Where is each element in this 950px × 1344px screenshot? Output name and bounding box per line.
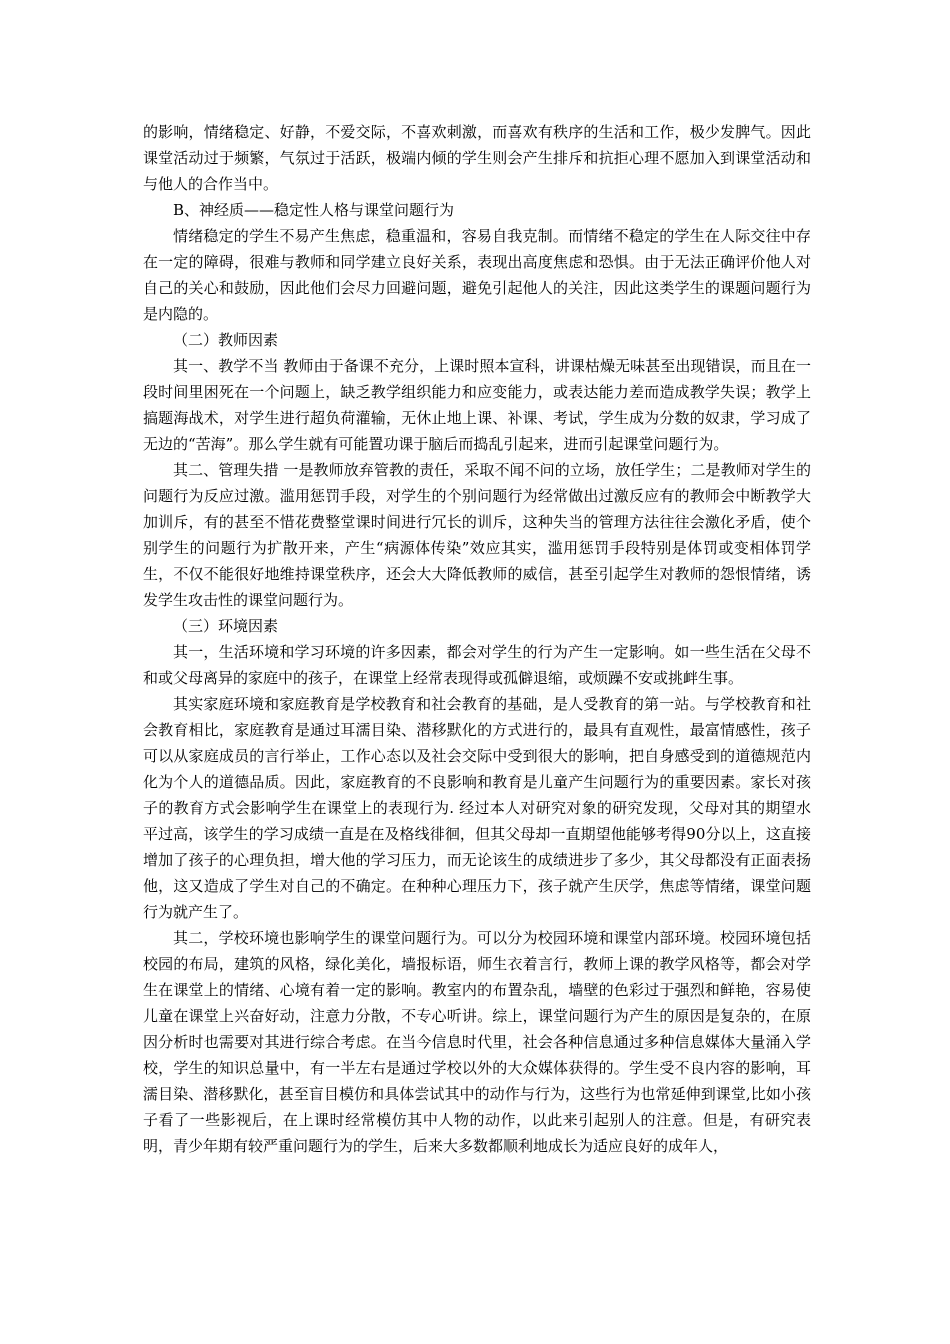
heading-neuroticism: B、神经质——稳定性人格与课堂问题行为 — [173, 201, 455, 219]
paragraph-family-education: 其实家庭环境和家庭教育是学校教育和社会教育的基础，是人受教育的第一站。与学校教育和社会教育相比，家庭教育是通过耳濡目染、潜移默化的方式进行的，最具有直观性，最富情感性，孩子可以从家庭成员的言行举止，工作心态以及社会交际中受到很大的影响，把自身感受到的道德规范内化为个人的道德品质。因此，家庭教育的不良影响和教育是儿童产生问题行为的重要因素。家长对孩子的教育方式会影响学生在课堂上的表现行为. 经过本人对研究对象的研究发现，父母对其的期望水平过高，该学生的学习成绩一直是在及格线徘徊，但其父母却一直期望他能够考得90分以上，这直接增加了孩子的心理负担，增大他的学习压力，而无论该生的成绩进步了多少，其父母都没有正面表扬他，这又造成了学生对自己的不确定。在种种心理压力下，孩子就产生厌学，焦虑等情绪，课堂问题行为就产生了。 — [143, 695, 811, 921]
paragraph-continuation: 的影响，情绪稳定、好静，不爱交际，不喜欢刺激，而喜欢有秩序的生活和工作，极少发脾气。因此课堂活动过于频繁，气氛过于活跃，极端内倾的学生则会产生排斥和抗拒心理不愿加入到课堂活动和与他人的合作当中。 — [143, 123, 811, 193]
paragraph-living-environment: 其一，生活环境和学习环境的许多因素，都会对学生的行为产生一定影响。如一些生活在父母不和或父母离异的家庭中的孩子，在课堂上经常表现得或孤僻退缩，或烦躁不安或挑衅生事。 — [143, 643, 811, 687]
heading-teacher-factors: （二）教师因素 — [173, 331, 279, 349]
document-page — [143, 119, 811, 1159]
heading-environment-factors: （三）环境因素 — [173, 617, 279, 635]
paragraph-emotional-stability: 情绪稳定的学生不易产生焦虑，稳重温和，容易自我克制。而情绪不稳定的学生在人际交往中存在一定的障碍，很难与教师和同学建立良好关系，表现出高度焦虑和恐惧。由于无法正确评价他人对自己的关心和鼓励，因此他们会尽力回避问题，避免引起他人的关注，因此这类学生的课题问题行为是内隐的。 — [143, 227, 811, 323]
paragraph-management-failure: 其二、管理失措 一是教师放弃管教的责任，采取不闻不问的立场，放任学生；二是教师对学生的问题行为反应过激。滥用惩罚手段，对学生的个别问题行为经常做出过激反应有的教师会中断教学大加训斥，有的甚至不惜花费整堂课时间进行冗长的训斥，这种失当的管理方法往往会激化矛盾，使个别学生的问题行为扩散开来，产生“病源体传染”效应其实，滥用惩罚手段特别是体罚或变相体罚学生，不仅不能很好地维持课堂秩序，还会大大降低教师的威信，甚至引起学生对教师的怨恨情绪，诱发学生攻击性的课堂问题行为。 — [143, 461, 811, 609]
paragraph-school-environment: 其二，学校环境也影响学生的课堂问题行为。可以分为校园环境和课堂内部环境。校园环境包括校园的布局，建筑的风格，绿化美化，墙报标语，师生衣着言行，教师上课的教学风格等，都会对学生在课堂上的情绪、心境有着一定的影响。教室内的布置杂乱，墙壁的色彩过于强烈和鲜艳，容易使儿童在课堂上兴奋好动，注意力分散，不专心听讲。综上，课堂问题行为产生的原因是复杂的，在原因分析时也需要对其进行综合考虑。在当今信息时代里，社会各种信息通过多种信息媒体大量涌入学校，学生的知识总量中，有一半左右是通过学校以外的大众媒体获得的。学生受不良内容的影响，耳濡目染、潜移默化，甚至盲目模仿和具体尝试其中的动作与行为，这些行为也常延伸到课堂,比如小孩子看了一些影视后，在上课时经常模仿其中人物的动作，以此来引起别人的注意。但是，有研究表明，青少年期有较严重问题行为的学生，后来大多数都顺利地成长为适应良好的成年人， — [143, 929, 811, 1155]
paragraph-improper-teaching: 其一、教学不当 教师由于备课不充分，上课时照本宣科，讲课枯燥无味甚至出现错误，而且在一段时间里困死在一个问题上，缺乏教学组织能力和应变能力，或表达能力差而造成教学失误；教学上搞题海战术，对学生进行超负荷灌输，无休止地上课、补课、考试，学生成为分数的奴隶，学习成了无边的“苦海”。那么学生就有可能置功课于脑后而捣乱引起来，进而引起课堂问题行为。 — [143, 357, 811, 453]
